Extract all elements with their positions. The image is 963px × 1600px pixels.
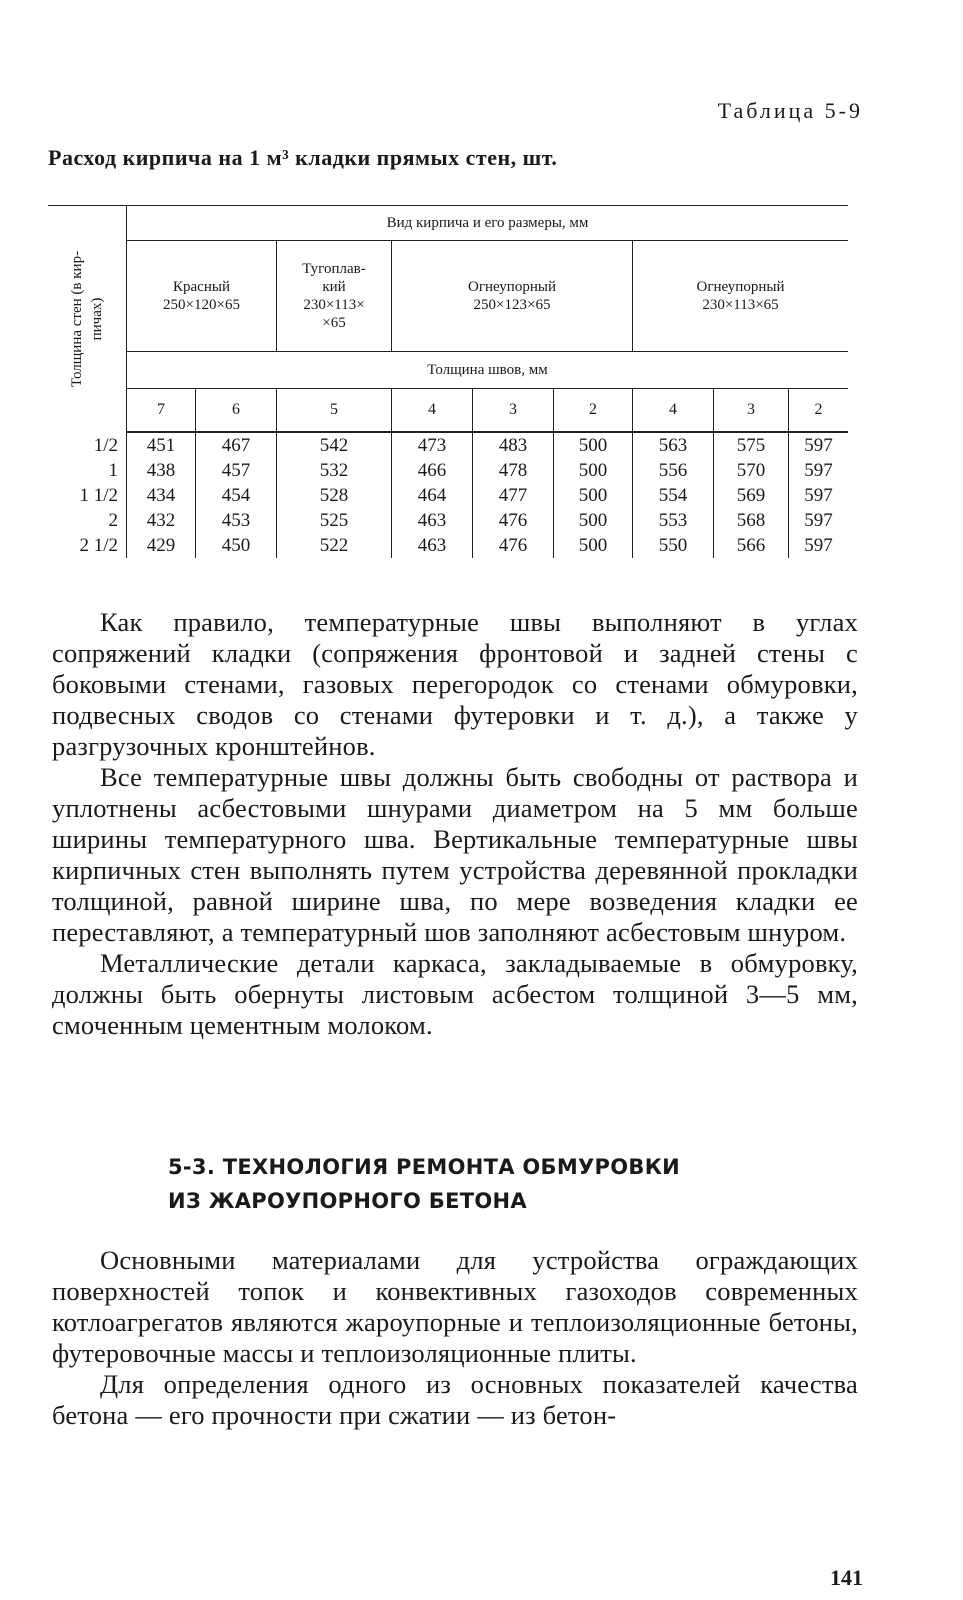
page-number: 141 bbox=[830, 1565, 863, 1590]
type-fireproof-230: Огнеупорный 230×113×65 bbox=[633, 241, 849, 352]
thickness-header-line2: пичах) bbox=[89, 297, 105, 341]
seam-value: 7 bbox=[127, 389, 196, 433]
value-column: 563 556 554 553 550 bbox=[633, 432, 714, 558]
body-text-block-1 bbox=[52, 607, 858, 1041]
seam-value: 3 bbox=[714, 389, 789, 433]
value-column: 597 597 597 597 597 bbox=[789, 432, 849, 558]
seam-value: 6 bbox=[196, 389, 277, 433]
value-column: 483 478 477 476 476 bbox=[473, 432, 554, 558]
seam-value: 4 bbox=[392, 389, 473, 433]
value-column: 467 457 454 453 450 bbox=[196, 432, 277, 558]
type-red: Красный 250×120×65 bbox=[127, 241, 277, 352]
paragraph: Как правило, температурные швы выполняют в углах сопряжений кладки (сопряжения фронтовой и задней стены с боковыми стенами, газовых перегородок со стенами обмуровки, подвесных сводов со стенами футеровки и т. д.), а также у разгрузочных кронштейнов. bbox=[52, 607, 858, 761]
seam-value: 2 bbox=[554, 389, 633, 433]
body-text-block-2 bbox=[52, 1245, 858, 1431]
type-fireproof-250: Огнеупорный 250×123×65 bbox=[392, 241, 633, 352]
thickness-header bbox=[48, 206, 127, 433]
value-column: 542 532 528 525 522 bbox=[277, 432, 392, 558]
paragraph: Все температурные швы должны быть свободны от раствора и уплотнены асбестовыми шнурами диаметром на 5 мм больше ширины температурного шва. Вертикальные температурные швы кирпичных стен выполнять путем устройства деревянной прокладки толщиной, равной ширине шва, по мере возведения кладки ее переставляют, а температурный шов заполняют асбестовым шнуром. bbox=[52, 762, 858, 947]
paragraph: Для определения одного из основных показателей качества бетона — его прочности при сжатии — из бетон- bbox=[52, 1369, 858, 1430]
section-heading bbox=[168, 1150, 680, 1218]
paragraph: Металлические детали каркаса, закладываемые в обмуровку, должны быть обернуты листовым асбестом толщиной 3—5 мм, смоченным цементным молоком. bbox=[52, 948, 858, 1040]
paragraph: Основными материалами для устройства ограждающих поверхностей топок и конвективных газоходов современных котлоагрегатов являются жароупорные и теплоизоляционные бетоны, футеровочные массы и теплоизоляционные плиты. bbox=[52, 1245, 858, 1368]
table-title: Расход кирпича на 1 м³ кладки прямых стен, шт. bbox=[48, 145, 558, 170]
thickness-header-line1: Толщина стен (в кир- bbox=[69, 250, 85, 388]
value-column: 473 466 464 463 463 bbox=[392, 432, 473, 558]
seam-value: 4 bbox=[633, 389, 714, 433]
kind-header: Вид кирпича и его размеры, мм bbox=[127, 206, 849, 241]
value-column: 575 570 569 568 566 bbox=[714, 432, 789, 558]
value-column: 451 438 434 432 429 bbox=[127, 432, 196, 558]
seam-value: 2 bbox=[789, 389, 849, 433]
thickness-column: 1/2 1 1 1/2 2 2 1/2 bbox=[79, 434, 118, 556]
seam-value: 3 bbox=[473, 389, 554, 433]
section-heading-line2: ИЗ ЖАРОУПОРНОГО БЕТОНА bbox=[168, 1189, 527, 1213]
seam-header: Толщина швов, мм bbox=[127, 352, 849, 389]
section-heading-line1: 5-3. ТЕХНОЛОГИЯ РЕМОНТА ОБМУРОВКИ bbox=[168, 1155, 681, 1179]
seam-value: 5 bbox=[277, 389, 392, 433]
table-number: Таблица 5-9 bbox=[717, 98, 863, 123]
type-refractory-fusible: Тугоплав- кий 230×113× ×65 bbox=[277, 241, 392, 352]
value-column: 500 500 500 500 500 bbox=[554, 432, 633, 558]
brick-consumption-table bbox=[48, 205, 848, 558]
